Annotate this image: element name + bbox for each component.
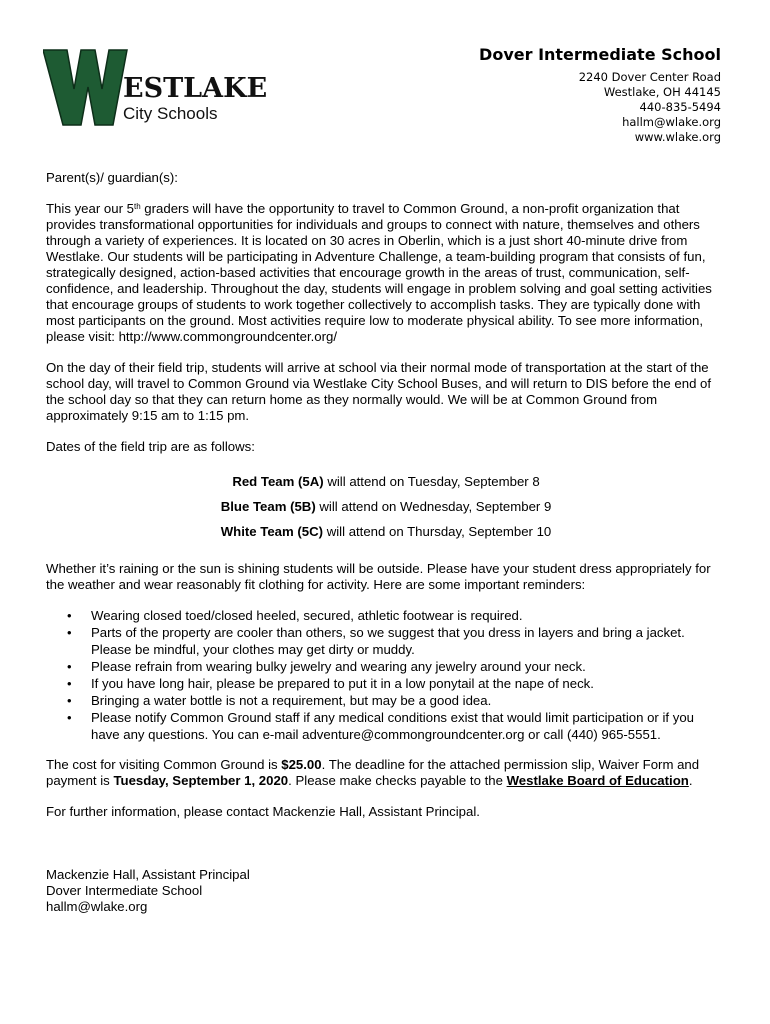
letter-body — [46, 170, 726, 915]
list-item: • If you have long hair, please be prepared to put it in a low ponytail at the nape of neck. — [91, 675, 726, 692]
signature-school: Dover Intermediate School — [46, 883, 203, 898]
team-dates — [46, 469, 726, 544]
westlake-logo — [43, 47, 318, 127]
school-address-block — [479, 45, 721, 145]
ordinal-suffix: th — [133, 202, 141, 211]
cost-text: The cost for visiting Common Ground is — [46, 757, 282, 772]
team-date-white — [46, 519, 726, 544]
logo-subtitle: City Schools — [123, 104, 218, 123]
team-name: White Team (5C) — [220, 524, 324, 539]
team-date: will attend on Wednesday, September 9 — [315, 499, 552, 514]
payee-name: Westlake Board of Education — [506, 773, 689, 788]
address-line-1: 2240 Dover Center Road — [578, 70, 721, 84]
cost-paragraph — [46, 757, 726, 789]
signature-email: hallm@wlake.org — [46, 899, 148, 914]
list-item: • Wearing closed toed/closed heeled, secured, athletic footwear is required. — [91, 607, 726, 624]
team-date-red — [46, 469, 726, 494]
team-date-blue — [46, 494, 726, 519]
signature-block — [46, 867, 726, 915]
cost-text: . Please make checks payable to the — [288, 773, 507, 788]
cost-amount: $25.00 — [281, 757, 322, 772]
team-date: will attend on Thursday, September 10 — [323, 524, 552, 539]
cost-text: . — [688, 773, 693, 788]
school-website: www.wlake.org — [634, 130, 721, 144]
team-name: Red Team (5A) — [232, 474, 324, 489]
reminders-list — [46, 607, 726, 743]
school-name: Dover Intermediate School — [479, 45, 721, 64]
field-trip-day-paragraph: On the day of their field trip, students will arrive at school via their normal mode of transportation at the start of the school day, will travel to Common Ground via Westlake City School Buses, and will return to DIS before the end of the school day so that they can return home as they normally would. We will be at Common Ground from approximately 9:15 am to 1:15 pm. — [46, 360, 712, 423]
greeting: Parent(s)/ guardian(s): — [46, 170, 178, 185]
team-name: Blue Team (5B) — [220, 499, 316, 514]
address-line-2: Westlake, OH 44145 — [603, 85, 721, 99]
deadline-date: Tuesday, September 1, 2020 — [113, 773, 289, 788]
list-item: • Please refrain from wearing bulky jewelry and wearing any jewelry around your neck. — [91, 658, 726, 675]
list-item: • Bringing a water bottle is not a requirement, but may be a good idea. — [91, 692, 726, 709]
signature-name: Mackenzie Hall, Assistant Principal — [46, 867, 250, 882]
weather-paragraph: Whether it’s raining or the sun is shining students will be outside. Please have your student dress appropriately for the weather and wear reasonably fit clothing for activity. Here are some important reminders: — [46, 561, 711, 592]
contact-paragraph: For further information, please contact Mackenzie Hall, Assistant Principal. — [46, 804, 480, 819]
list-item: • Parts of the property are cooler than others, so we suggest that you dress in layers and bring a jacket. Please be mindful, your clothes may get dirty or muddy. — [91, 624, 726, 658]
school-phone: 440-835-5494 — [639, 100, 721, 114]
school-email: hallm@wlake.org — [622, 115, 721, 129]
team-date: will attend on Tuesday, September 8 — [323, 474, 540, 489]
intro-text-start: This year our 5 — [46, 201, 134, 216]
cost-text: . The deadline for the attached permission slip, Waiver Form and payment is — [46, 757, 700, 788]
logo-wordmark: ESTLAKE — [123, 73, 268, 104]
dates-intro: Dates of the field trip are as follows: — [46, 439, 255, 454]
list-item: • Please notify Common Ground staff if any medical conditions exist that would limit participation or if you have any questions. You can e-mail adventure@commongroundcenter.org or call (440) 965-5551. — [91, 709, 726, 743]
intro-paragraph — [46, 201, 726, 345]
intro-text-rest: graders will have the opportunity to travel to Common Ground, a non-profit organization that provides transformational opportunities for individuals and groups to connect with nature, themselves and others through a variety of experiences. It is located on 30 acres in Oberlin, which is a just short 40-minute drive from Westlake. Our students will be participating in Adventure Challenge, a team-building program that consists of fun, strategically designed, action-based activities that encourage growth in the areas of trust, communication, self-confidence, and leadership. Throughout the day, students will engage in problem solving and goal setting activities that encourage groups of students to work together collectively to accomplish tasks. They are typically done with most participants on the ground. Most activities require low to moderate physical ability. To see more information, please visit: http://www.commongroundcenter.org/ — [46, 201, 712, 344]
